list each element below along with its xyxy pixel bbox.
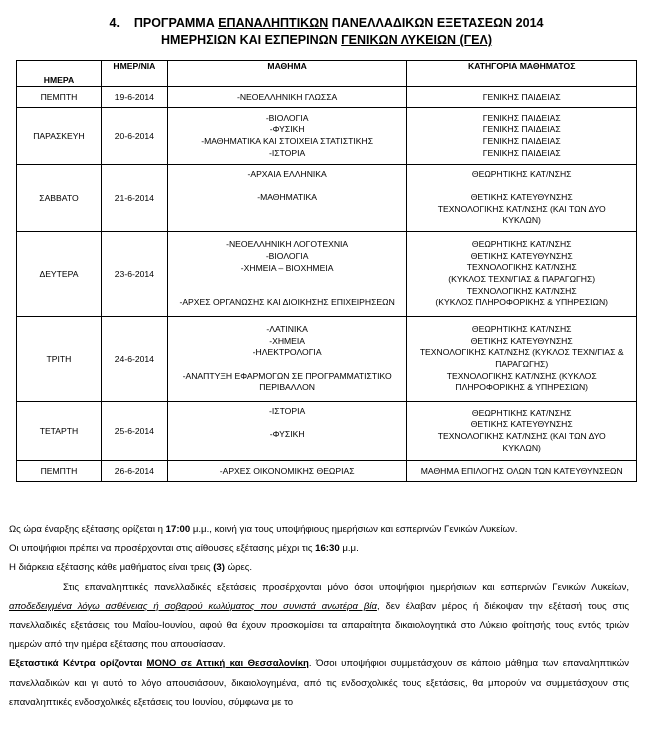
subject-item: -ΛΑΤΙΝΙΚΑ — [266, 324, 308, 335]
category-item: ΘΕΩΡΗΤΙΚΗΣ ΚΑΤ/ΝΣΗΣ — [471, 239, 572, 250]
subject-item: -ΦΥΣΙΚΗ — [269, 124, 305, 135]
eligibility-text: Στις επαναληπτικές πανελλαδικές εξετάσεις προσέρχονται μόνο όσοι υποψήφιοι ημερήσιων και εσπερινών Γενικών Λυκείων, — [63, 581, 629, 593]
category-item: ΓΕΝΙΚΗΣ ΠΑΙΔΕΙΑΣ — [482, 136, 561, 146]
category-item: ΠΑΡΑΓΩΓΗΣ) — [495, 359, 549, 369]
note-duration-rest: ώρες. — [224, 562, 253, 574]
category-item: ΤΕΧΝΟΛΟΓΙΚΗΣ ΚΑΤ/ΝΣΗΣ — [466, 285, 577, 296]
duration-value: (3) — [213, 562, 225, 574]
cell-date: 19-6-2014 — [101, 87, 167, 108]
document-title-line1 — [0, 15, 653, 32]
subject-item: -ΧΗΜΕΙΑ — [269, 335, 306, 346]
title-line1-pre: ΠΡΟΓΡΑΜΜΑ — [133, 16, 219, 30]
cell-subject — [167, 461, 407, 482]
cell-category — [407, 165, 637, 232]
cell-subject — [167, 87, 407, 108]
note-arrival-time — [9, 539, 629, 558]
cell-category — [407, 402, 637, 461]
table-row — [17, 232, 637, 317]
table-row — [17, 108, 637, 165]
category-item: (ΚΥΚΛΟΣ ΤΕΧΝ/ΓΙΑΣ & ΠΑΡΑΓΩΓΗΣ) — [448, 274, 596, 284]
subject-item: -ΜΑΘΗΜΑΤΙΚΑ — [257, 192, 318, 203]
header-subject: ΜΑΘΗΜΑ — [167, 61, 407, 87]
cell-date: 23-6-2014 — [101, 232, 167, 317]
note-arrival-time-rest: μ.μ. — [339, 543, 359, 555]
cell-day: ΔΕΥΤΕΡΑ — [17, 232, 102, 317]
subject-item: -ΧΗΜΕΙΑ – ΒΙΟΧΗΜΕΙΑ — [240, 262, 334, 273]
category-item: ΓΕΝΙΚΗΣ ΠΑΙΔΕΙΑΣ — [482, 92, 561, 102]
subject-item: -ΑΡΧΑΙΑ ΕΛΛΗΝΙΚΑ — [247, 169, 327, 179]
cell-day: ΣΑΒΒΑΤΟ — [17, 165, 102, 232]
category-item: ΜΑΘΗΜΑ ΕΠΙΛΟΓΗΣ ΟΛΩΝ ΤΩΝ ΚΑΤΕΥΘΥΝΣΕΩΝ — [420, 466, 623, 476]
cell-subject — [167, 232, 407, 317]
cell-date: 25-6-2014 — [101, 402, 167, 461]
note-arrival-time-text: Οι υποψήφιοι πρέπει να προσέρχονται στις αίθουσες εξέτασης μέχρι τις — [9, 543, 316, 555]
subject-item: -ΙΣΤΟΡΙΑ — [269, 147, 306, 158]
category-item: ΘΕΤΙΚΗΣ ΚΑΤΕΥΘΥΝΣΗΣ — [470, 192, 573, 203]
cell-day: ΠΕΜΠΤΗ — [17, 461, 102, 482]
category-item: ΘΕΩΡΗΤΙΚΗΣ ΚΑΤ/ΝΣΗΣ — [471, 407, 572, 418]
cell-subject — [167, 402, 407, 461]
title-line1-underlined: ΕΠΑΝΑΛΗΠΤΙΚΩΝ — [218, 16, 329, 30]
category-item: (ΚΥΚΛΟΣ ΠΛΗΡΟΦΟΡΙΚΗΣ & ΥΠΗΡΕΣΙΩΝ) — [435, 297, 609, 308]
subject-item: -ΦΥΣΙΚΗ — [269, 429, 305, 440]
cell-day: ΤΡΙΤΗ — [17, 317, 102, 402]
table-row — [17, 317, 637, 402]
table-row — [17, 165, 637, 232]
category-item: ΓΕΝΙΚΗΣ ΠΑΙΔΕΙΑΣ — [482, 147, 561, 158]
cell-day: ΠΕΜΠΤΗ — [17, 87, 102, 108]
eligibility-underlined: αποδεδειγμένα λόγω ασθένειας ή σοβαρού κωλύματος που συνιστά ανωτέρα βία — [9, 600, 377, 612]
arrival-time-value: 16:30 — [315, 543, 340, 555]
table-row — [17, 461, 637, 482]
subject-item: -ΒΙΟΛΟΓΙΑ — [265, 250, 309, 261]
category-item: ΤΕΧΝΟΛΟΓΙΚΗΣ ΚΑΤ/ΝΣΗΣ (ΚΑΙ ΤΩΝ ΔΥΟ — [437, 203, 606, 214]
subject-item: -ΗΛΕΚΤΡΟΛΟΓΙΑ — [252, 347, 322, 358]
cell-day: ΤΕΤΑΡΤΗ — [17, 402, 102, 461]
table-row — [17, 402, 637, 461]
cell-subject — [167, 108, 407, 165]
header-category: ΚΑΤΗΓΟΡΙΑ ΜΑΘΗΜΑΤΟΣ — [407, 61, 637, 87]
notes-block — [9, 520, 629, 712]
category-item: ΚΥΚΛΩΝ) — [502, 215, 541, 226]
cell-subject — [167, 317, 407, 402]
cell-category — [407, 87, 637, 108]
subject-item: -ΝΕΟΕΛΛΗΝΙΚΗ ΓΛΩΣΣΑ — [236, 92, 338, 102]
cell-category — [407, 461, 637, 482]
title-line2-underlined: ΓΕΝΙΚΩΝ ΛΥΚΕΙΩΝ (ΓΕΛ) — [341, 33, 493, 47]
cell-date: 24-6-2014 — [101, 317, 167, 402]
category-item: ΓΕΝΙΚΗΣ ΠΑΙΔΕΙΑΣ — [482, 112, 561, 123]
exam-centers-rest: . Όσοι υποψήφιοι συμμετάσχουν σε κάποιο μάθημα των επαναληπτικών πανελλαδικών και γι αυτό το λόγο απουσιάσουν, δικαιολογημένα, από τις ενδοσχολικές τους εξετάσεις, θα μπορούν να συμμετάσχουν στις επαναληπτικές ενδοσχολικές εξετάσεις του Ιουνίου, σύμφωνα με το — [9, 658, 629, 708]
category-item: ΘΕΩΡΗΤΙΚΗΣ ΚΑΤ/ΝΣΗΣ — [471, 169, 572, 180]
header-date: ΗΜΕΡ/ΝΙΑ — [101, 61, 167, 87]
category-item: ΤΕΧΝΟΛΟΓΙΚΗΣ ΚΑΤ/ΝΣΗΣ (ΚΑΙ ΤΩΝ ΔΥΟ — [437, 431, 606, 441]
subject-item: -ΝΕΟΕΛΛΗΝΙΚΗ ΛΟΓΟΤΕΧΝΙΑ — [226, 239, 349, 250]
start-time-value: 17:00 — [165, 524, 191, 535]
cell-date: 21-6-2014 — [101, 165, 167, 232]
exam-centers-location: ΜΟΝΟ σε Αττική και Θεσσαλονίκη — [146, 658, 309, 670]
exam-centers-bold: Εξεταστικά Κέντρα ορίζονται — [9, 658, 147, 670]
subject-item: -ΑΝΑΠΤΥΞΗ ΕΦΑΡΜΟΓΩΝ ΣΕ ΠΡΟΓΡΑΜΜΑΤΙΣΤΙΚΟ — [182, 370, 392, 381]
cell-subject — [167, 165, 407, 232]
note-start-time-rest: μ.μ., κοινή για τους υποψήφιους ημερήσιων και εσπερινών Γενικών Λυκείων. — [190, 524, 518, 535]
title-line2-pre: ΗΜΕΡΗΣΙΩΝ ΚΑΙ ΕΣΠΕΡΙΝΩΝ — [160, 33, 342, 47]
cell-date: 20-6-2014 — [101, 108, 167, 165]
category-item: ΤΕΧΝΟΛΟΓΙΚΗΣ ΚΑΤ/ΝΣΗΣ (ΚΥΚΛΟΣ — [446, 370, 597, 381]
category-item: ΘΕΤΙΚΗΣ ΚΑΤΕΥΘΥΝΣΗΣ — [470, 335, 573, 346]
table-row — [17, 87, 637, 108]
cell-day: ΠΑΡΑΣΚΕΥΗ — [17, 108, 102, 165]
paragraph-eligibility — [9, 578, 629, 655]
subject-item: -ΑΡΧΕΣ ΟΡΓΑΝΩΣΗΣ ΚΑΙ ΔΙΟΙΚΗΣΗΣ ΕΠΙΧΕΙΡΗΣΕΩΝ — [179, 297, 395, 308]
category-item: ΠΛΗΡΟΦΟΡΙΚΗΣ & ΥΠΗΡΕΣΙΩΝ) — [455, 382, 589, 393]
note-duration-text: Η διάρκεια εξέτασης κάθε μαθήματος είναι τρεις — [9, 562, 214, 574]
category-item: ΓΕΝΙΚΗΣ ΠΑΙΔΕΙΑΣ — [482, 124, 561, 135]
note-duration — [9, 558, 629, 577]
subject-item: -ΜΑΘΗΜΑΤΙΚΑ ΚΑΙ ΣΤΟΙΧΕΙΑ ΣΤΑΤΙΣΤΙΚΗΣ — [201, 136, 374, 146]
cell-category — [407, 232, 637, 317]
document-title-line2 — [0, 32, 653, 49]
header-day: ΗΜΕΡΑ — [17, 61, 102, 87]
category-item: ΤΕΧΝΟΛΟΓΙΚΗΣ ΚΑΤ/ΝΣΗΣ (ΚΥΚΛΟΣ ΤΕΧΝ/ΓΙΑΣ & — [419, 347, 624, 358]
paragraph-exam-centers — [9, 654, 629, 712]
category-item: ΘΕΤΙΚΗΣ ΚΑΤΕΥΘΥΝΣΗΣ — [470, 419, 573, 430]
subject-item: -ΒΙΟΛΟΓΙΑ — [265, 112, 309, 123]
note-start-time-text: Ως ώρα έναρξης εξέτασης ορίζεται η — [9, 524, 166, 535]
cell-category — [407, 108, 637, 165]
category-item: ΘΕΩΡΗΤΙΚΗΣ ΚΑΤ/ΝΣΗΣ — [471, 324, 572, 335]
category-item: ΤΕΧΝΟΛΟΓΙΚΗΣ ΚΑΤ/ΝΣΗΣ — [466, 262, 577, 273]
note-start-time — [9, 520, 629, 539]
subject-item: -ΑΡΧΕΣ ΟΙΚΟΝΟΜΙΚΗΣ ΘΕΩΡΙΑΣ — [219, 466, 355, 476]
cell-date: 26-6-2014 — [101, 461, 167, 482]
title-line1-post: ΠΑΝΕΛΛΑΔΙΚΩΝ ΕΞΕΤΑΣΕΩΝ 2014 — [328, 16, 544, 30]
table-header-row — [17, 61, 637, 87]
exam-schedule-table — [16, 60, 637, 482]
section-number: 4. — [109, 16, 120, 30]
category-item: ΚΥΚΛΩΝ) — [502, 442, 541, 453]
subject-item: -ΙΣΤΟΡΙΑ — [269, 406, 306, 416]
cell-category — [407, 317, 637, 402]
subject-item: ΠΕΡΙΒΑΛΛΟΝ — [259, 382, 315, 393]
category-item: ΘΕΤΙΚΗΣ ΚΑΤΕΥΘΥΝΣΗΣ — [470, 250, 573, 261]
eligibility-rest: , δεν έλαβαν μέρος ή διέκοψαν την εξέτασή τους στις πανελλαδικές εξετάσεις του Μαΐου-Ιουνίου, αφού θα έχουν προσκομίσει τα απαραίτητα δικαιολογητικά στο Λύκειο φοίτησής τους εντός τριών ημερών από την ημέρα εξέτασης που απουσίασαν. — [9, 600, 629, 651]
